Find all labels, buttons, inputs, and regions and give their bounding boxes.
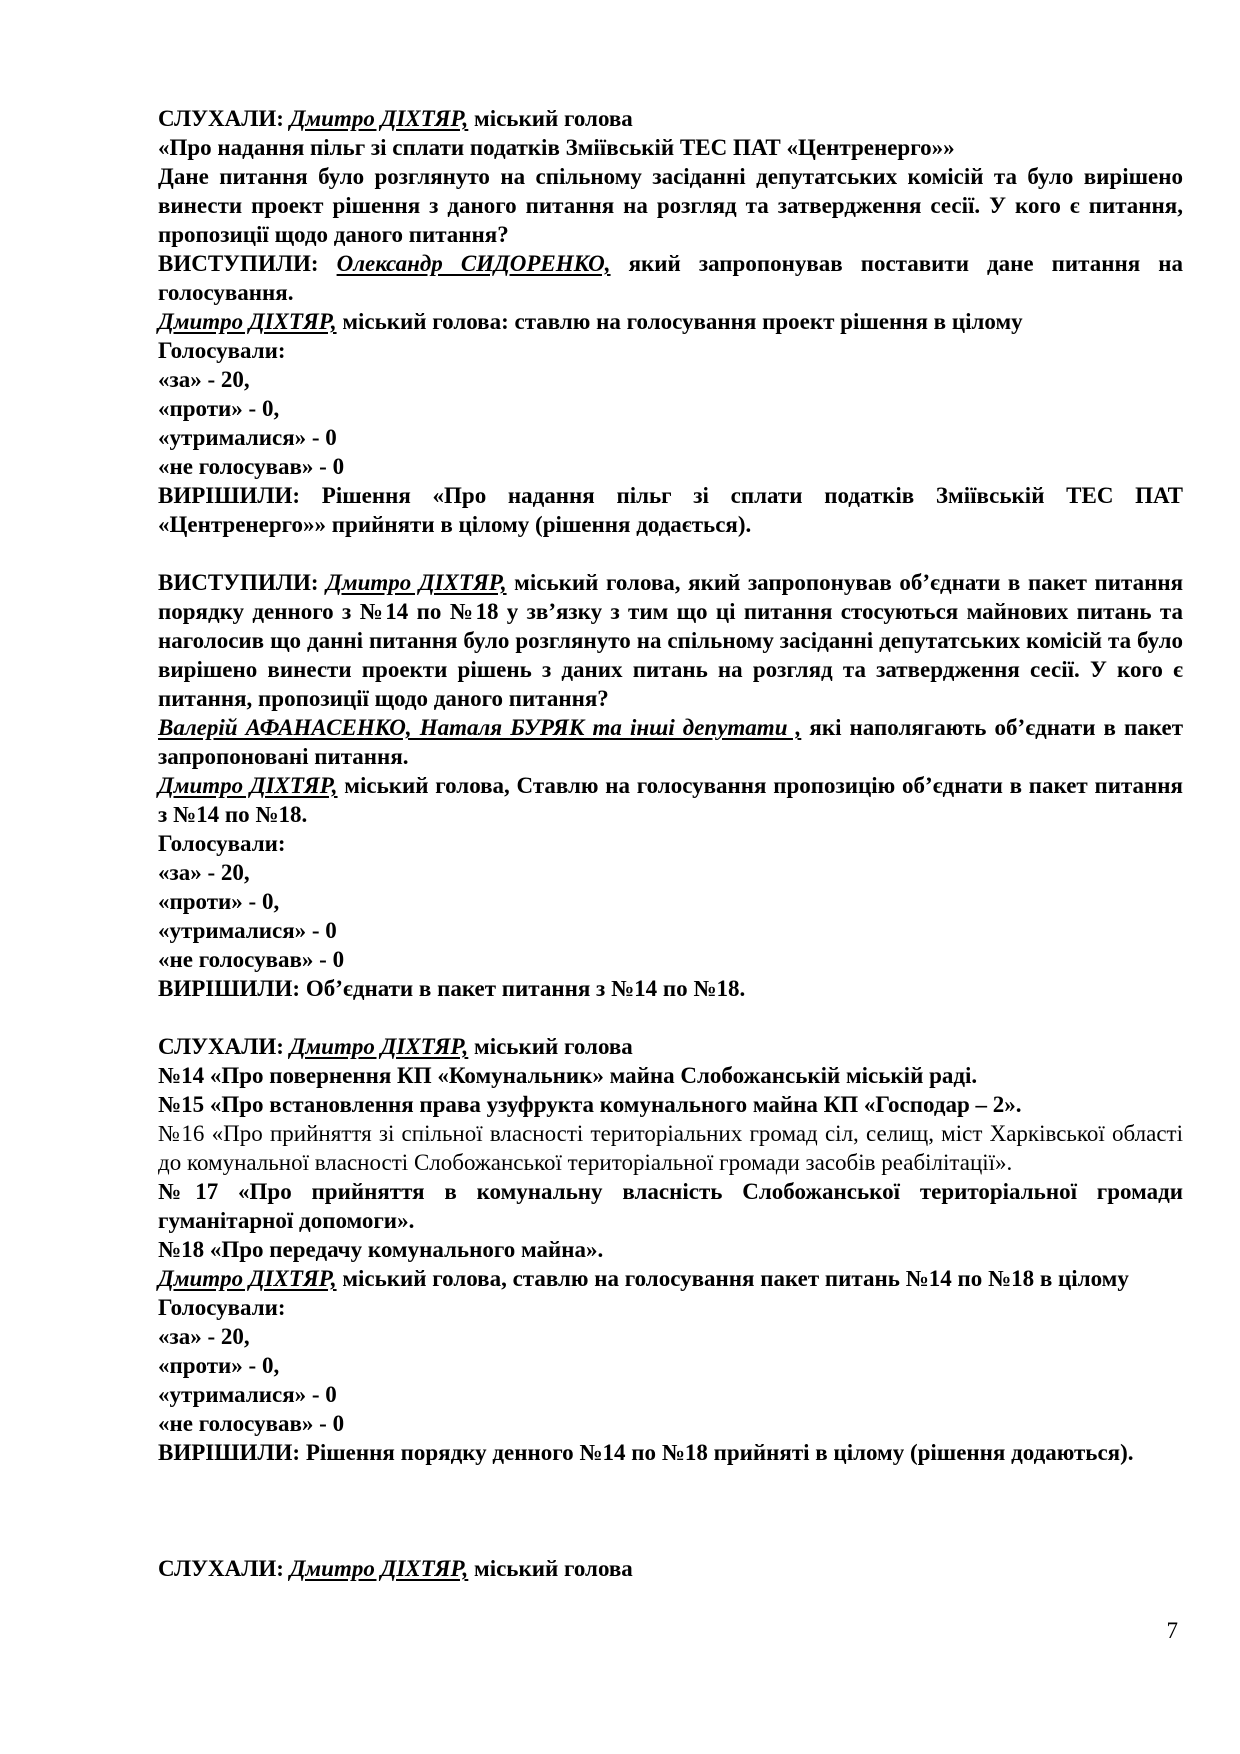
paragraph — [158, 1032, 1183, 1061]
heading-vystupyly: ВИСТУПИЛИ: — [158, 251, 337, 276]
paragraph — [158, 1264, 1183, 1293]
vote-for: «за» - 20, — [158, 860, 250, 885]
vote-abstained: «утрималися» - 0 — [158, 1382, 337, 1407]
vote-for: «за» - 20, — [158, 1324, 250, 1349]
heading-vystupyly: ВИСТУПИЛИ: — [158, 570, 327, 595]
paragraph — [158, 568, 1183, 713]
paragraph — [158, 1351, 1183, 1380]
text-run: який запропонував поставити дане питання на голосування. — [158, 251, 1183, 305]
vote-not-voted: «не голосував» - 0 — [158, 454, 345, 479]
heading-sluhaly: СЛУХАЛИ: — [158, 1034, 290, 1059]
blank-line — [158, 1003, 1183, 1032]
paragraph — [158, 1235, 1183, 1264]
text-run: Об’єднати в пакет питання з №14 по №18. — [305, 976, 746, 1001]
text-run: Рішення порядку денного №14 по №18 прийняті в цілому (рішення додаються). — [305, 1440, 1134, 1465]
paragraph — [158, 713, 1183, 771]
heading-vyrishyly: ВИРІШИЛИ: — [158, 1440, 306, 1465]
document-body — [158, 104, 1183, 1583]
vote-not-voted: «не голосував» - 0 — [158, 947, 345, 972]
paragraph — [158, 916, 1183, 945]
speaker-name: Дмитро ДІХТЯР, — [158, 309, 337, 334]
vote-not-voted: «не голосував» - 0 — [158, 1411, 345, 1436]
text-run: міський голова: ставлю на голосування проект рішення в цілому — [336, 309, 1023, 334]
text-run: міський голова, ставлю на голосування пакет питань №14 по №18 в цілому — [336, 1266, 1129, 1291]
agenda-item-17: №17 «Про прийняття в комунальну власність Слобожанської територіальної громади гуманітарної допомоги». — [158, 1179, 1183, 1233]
speaker-name: Дмитро ДІХТЯР, — [326, 570, 507, 595]
vote-against: «проти» - 0, — [158, 396, 280, 421]
paragraph — [158, 858, 1183, 887]
vote-header: Голосували: — [158, 1295, 286, 1320]
heading-vyrishyly: ВИРІШИЛИ: — [158, 483, 322, 508]
agenda-item-15: №15 «Про встановлення права узуфрукта комунального майна КП «Господар – 2». — [158, 1092, 1022, 1117]
paragraph — [158, 1177, 1183, 1235]
text-run: міський голова, який запропонував об’єднати в пакет питання порядку денного з №14 по №18 у зв’язку з тим що ці питання стосуються майнових питань та наголосив що данні питання було розглянуто на спільному засіданні депутатських комісій та було вирішено винести проекти рішень з даних питань на розгляд та затвердження сесії. У кого є питання, пропозиції щодо даного питання? — [158, 570, 1184, 711]
paragraph — [158, 162, 1183, 249]
blank-line — [158, 539, 1183, 568]
text-run: міський голова — [468, 106, 633, 131]
text-run: «Про надання пільг зі сплати податків Зміївській ТЕС ПАТ «Центренерго»» — [158, 135, 955, 160]
paragraph — [158, 1293, 1183, 1322]
paragraph — [158, 1322, 1183, 1351]
paragraph — [158, 104, 1183, 133]
agenda-item-14: №14 «Про повернення КП «Комунальник» майна Слобожанській міській раді. — [158, 1063, 978, 1088]
agenda-item-16: №16 «Про прийняття зі спільної власності територіальних громад сіл, селищ, міст Харківської області до комунальної власності Слобожанської територіальної громади засобів реабілітації». — [158, 1121, 1183, 1175]
speaker-name: Дмитро ДІХТЯР, — [158, 1266, 337, 1291]
speaker-name: Олександр СИДОРЕНКО, — [336, 251, 611, 276]
page-number: 7 — [1166, 1618, 1178, 1643]
paragraph — [158, 974, 1183, 1003]
agenda-item-18: №18 «Про передачу комунального майна». — [158, 1237, 604, 1262]
paragraph — [158, 133, 1183, 162]
paragraph — [158, 249, 1183, 307]
paragraph — [158, 1554, 1183, 1583]
paragraph — [158, 481, 1183, 539]
paragraph — [158, 336, 1183, 365]
speaker-name: Дмитро ДІХТЯР, — [158, 773, 338, 798]
heading-sluhaly: СЛУХАЛИ: — [158, 106, 290, 131]
vote-abstained: «утрималися» - 0 — [158, 918, 337, 943]
paragraph — [158, 1438, 1183, 1467]
vote-against: «проти» - 0, — [158, 889, 280, 914]
text-run: міський голова — [468, 1556, 633, 1581]
blank-line — [158, 1467, 1183, 1554]
text-run: Дане питання було розглянуто на спільному засіданні депутатських комісій та було вирішено винести проект рішення з даного питання на розгляд та затвердження сесії. У кого є питання, пропозиції щодо даного питання? — [158, 164, 1183, 247]
paragraph — [158, 307, 1183, 336]
paragraph — [158, 887, 1183, 916]
paragraph — [158, 945, 1183, 974]
paragraph — [158, 394, 1183, 423]
text-run: міський голова — [468, 1034, 633, 1059]
heading-vyrishyly: ВИРІШИЛИ: — [158, 976, 306, 1001]
paragraph — [158, 1119, 1183, 1177]
vote-header: Голосували: — [158, 338, 286, 363]
vote-against: «проти» - 0, — [158, 1353, 280, 1378]
speaker-name: Валерій АФАНАСЕНКО, Наталя БУРЯК та інші депутати , — [158, 715, 802, 740]
vote-abstained: «утрималися» - 0 — [158, 425, 337, 450]
speaker-name: Дмитро ДІХТЯР, — [289, 106, 469, 131]
paragraph — [158, 829, 1183, 858]
text-run: міський голова, Ставлю на голосування пропозицію об’єднати в пакет питання з №14 по №18. — [158, 773, 1183, 827]
speaker-name: Дмитро ДІХТЯР, — [289, 1034, 469, 1059]
paragraph — [158, 1061, 1183, 1090]
text-run: Рішення «Про надання пільг зі сплати податків Зміївській ТЕС ПАТ «Центренерго»» прийняти в цілому (рішення додається). — [158, 483, 1183, 537]
speaker-name: Дмитро ДІХТЯР, — [289, 1556, 469, 1581]
paragraph — [158, 1090, 1183, 1119]
paragraph — [158, 1380, 1183, 1409]
paragraph — [158, 365, 1183, 394]
heading-sluhaly: СЛУХАЛИ: — [158, 1556, 290, 1581]
paragraph — [158, 1409, 1183, 1438]
paragraph — [158, 771, 1183, 829]
paragraph — [158, 423, 1183, 452]
paragraph — [158, 452, 1183, 481]
vote-header: Голосували: — [158, 831, 286, 856]
vote-for: «за» - 20, — [158, 367, 250, 392]
text-run: які наполягають об’єднати в пакет запропоновані питання. — [158, 715, 1183, 769]
